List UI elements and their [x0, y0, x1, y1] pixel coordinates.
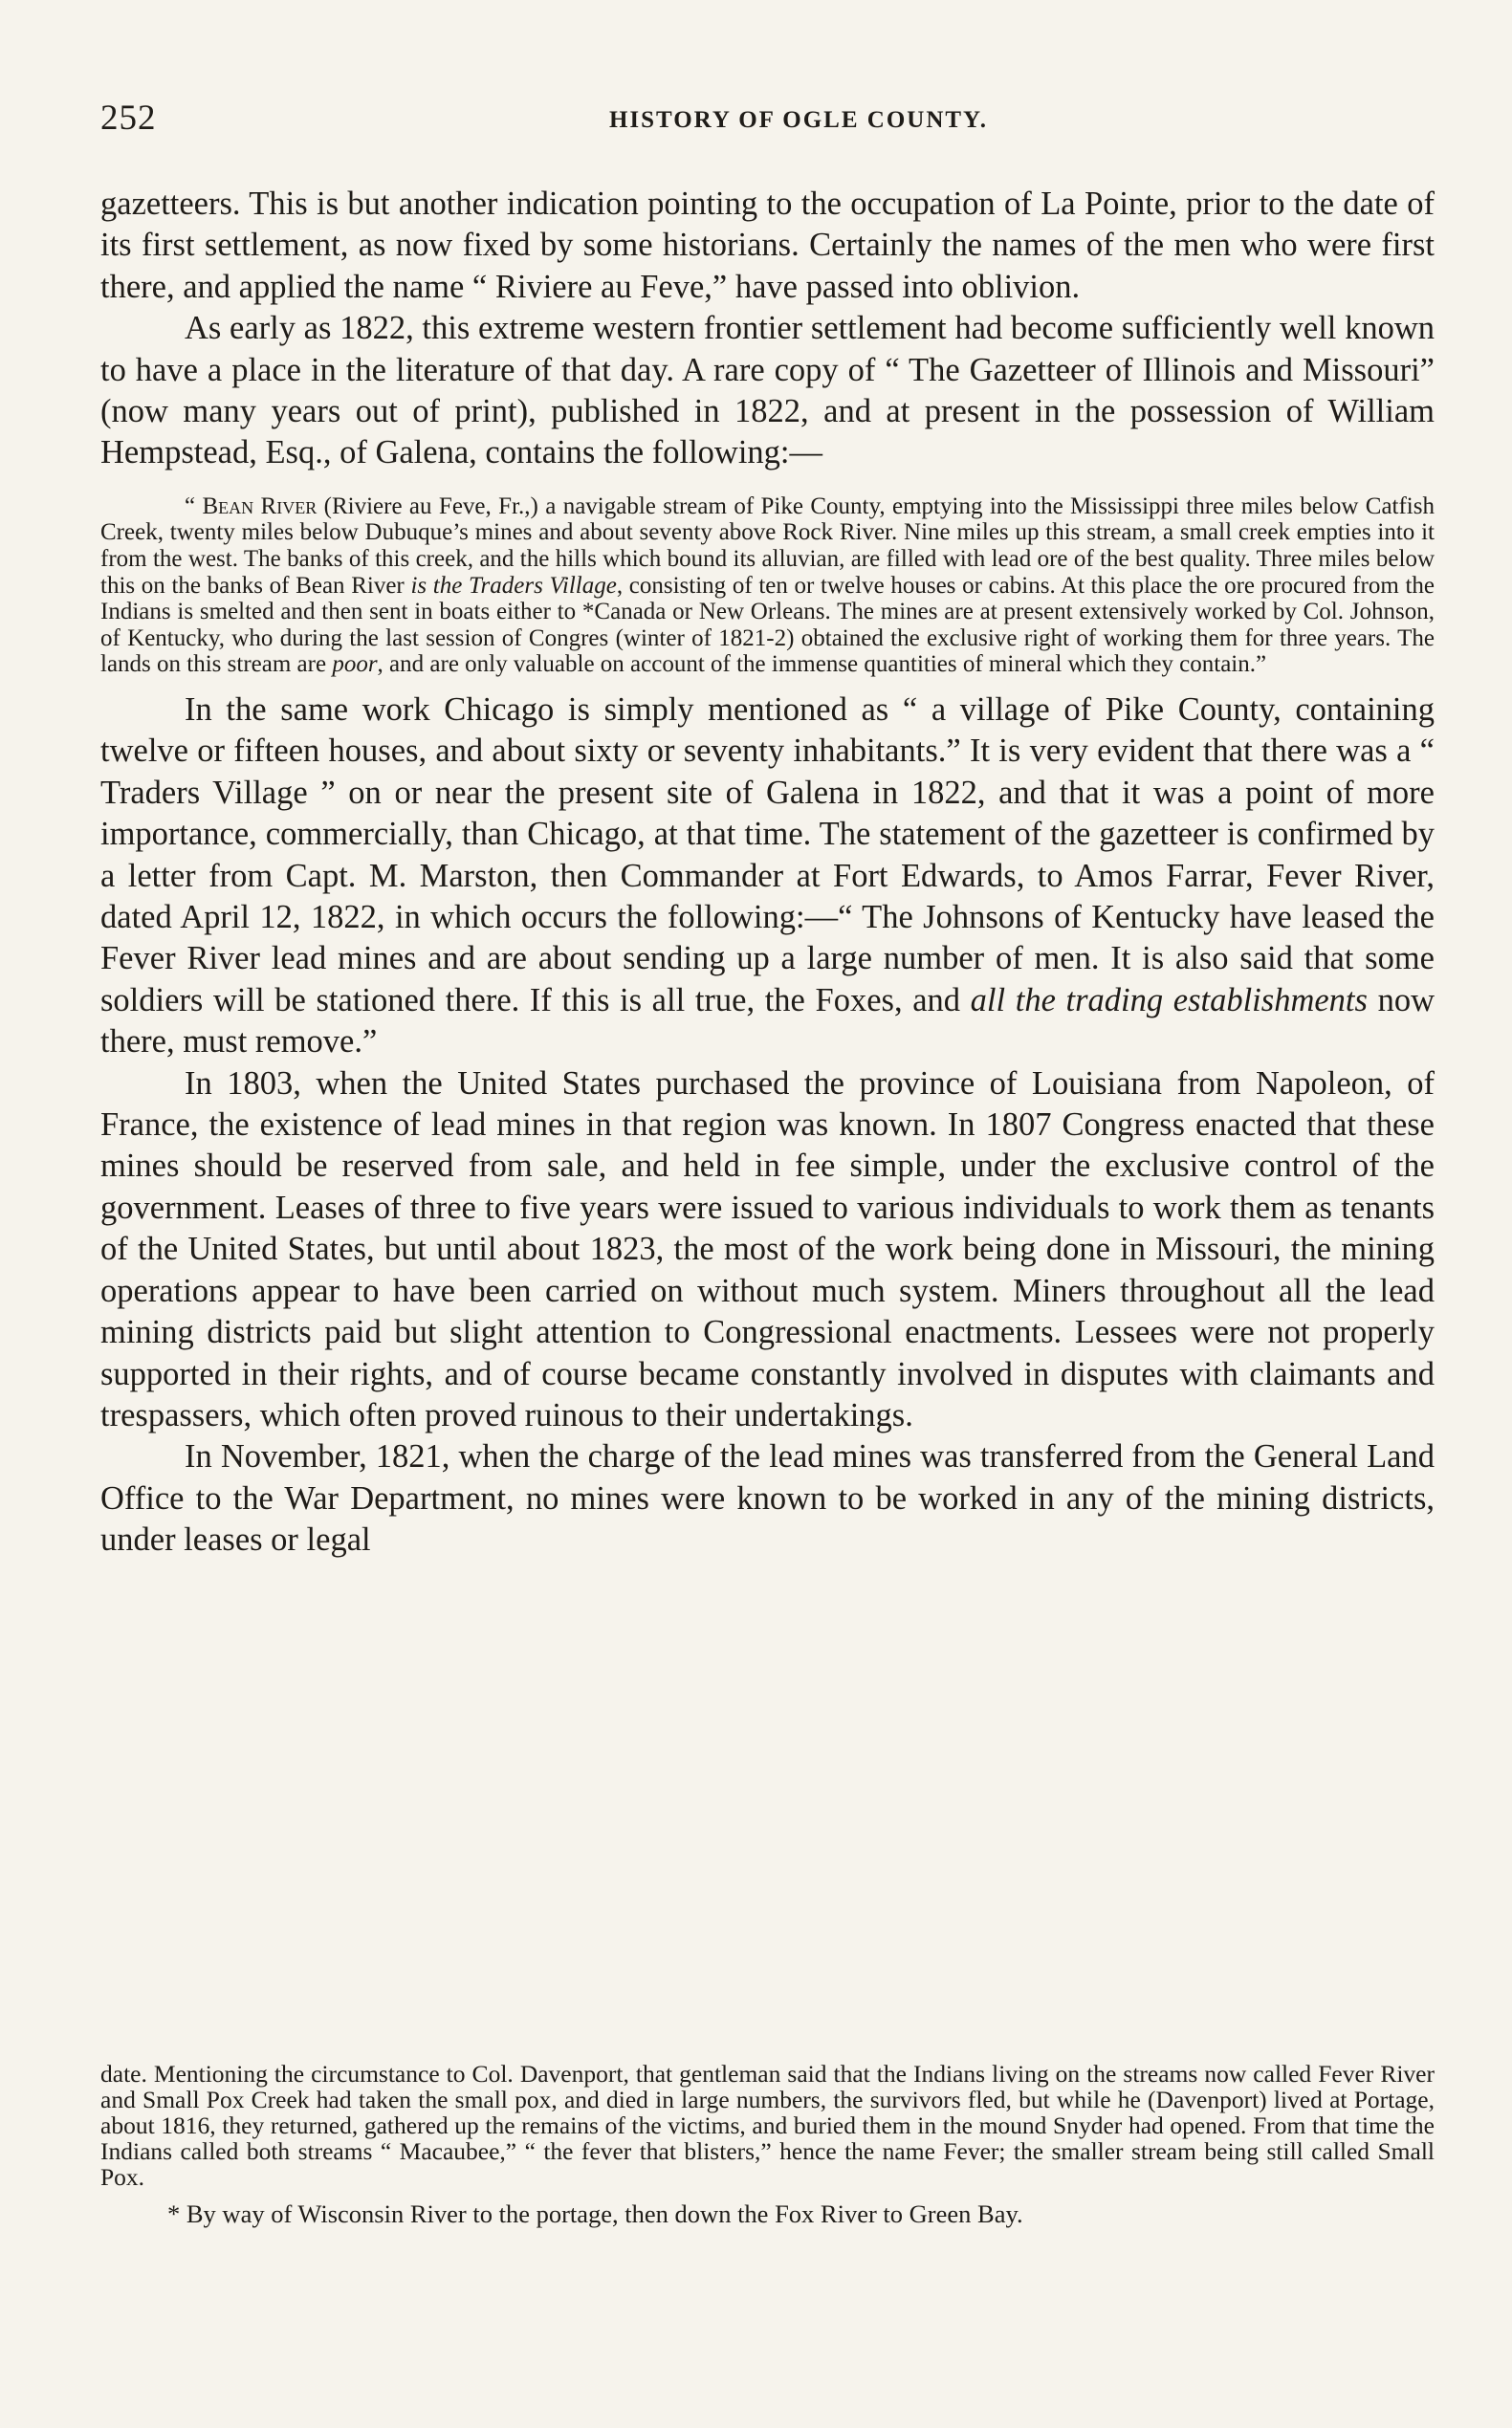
paragraph-1803: In 1803, when the United States purchased the province of Louisiana from Napoleon, of France, the existence of lead mines in that region was known. In 1807 Congress enacted that these mines should be reserved from sale, and held in fee simple, under the exclusive control of the government. Leases of three to five years were issued to various individuals to work them as tenants of the United States, but until about 1823, the most of the work being done in Missouri, the mining operations appear to have been carried on without much system. Miners throughout all the lead mining districts paid but slight attention to Congressional enactments. Lessees were not properly supported in their rights, and of course became constantly involved in disputes with claimants and trespassers, which often proved ruinous to their undertakings. — [100, 1064, 1435, 1433]
paragraph-chicago — [100, 689, 1435, 1063]
quote-italic-poor: poor — [332, 651, 378, 678]
paragraph-chicago-text-a: In the same work Chicago is simply mentioned as “ a village of Pike County, containing twelve or fifteen houses, and about sixty or seventy inhabitants.” It is very evident that there was a “ Traders Village ” on or near the present site of Galena in 1822, and that it was a point of more importance, commercially, than Chicago, at that time. The statement of the gazetteer is confirmed by a letter from Capt. M. Marston, then Commander at Fort Edwards, to Amos Farrar, Fever River, dated April 12, 1822, in which occurs the following:—“ The Johnsons of Kentucky have leased the Fever River lead mines and are about sending up a large number of men. It is also said that some soldiers will be stationed there. If this is all true, the Foxes, and — [100, 691, 1435, 1018]
body-text — [100, 184, 1435, 1562]
page-number: 252 — [100, 98, 157, 138]
quote-text-a: (Riviere au Feve, Fr.,) a navigable stream of Pike County, emptying into the Mississippi three miles below Catfish Creek, twenty miles below Dubuque’s mines and about seventy above Rock River. Nine miles up this stream, a small creek empties into it from the west. The banks of this creek, and the hills which bound its alluvian, are filled with lead ore of the best quality. Three miles below this on the banks of Bean River — [100, 492, 1435, 599]
footnote-continued: date. Mentioning the circumstance to Col. Davenport, that gentleman said that the Indians living on the streams now called Fever River and Small Pox Creek had taken the small pox, and died in large numbers, the survivors fled, but while he (Davenport) lived at Portage, about 1816, they returned, gathered up the remains of the victims, and buried them in the mound Snyder had opened. From that time the Indians called both streams “ Macaubee,” “ the fever that blisters,” hence the name Fever; the smaller stream being still called Small Pox. — [100, 2060, 1435, 2191]
footnotes — [100, 2061, 1435, 2227]
page-header — [100, 98, 1439, 145]
block-quote — [100, 493, 1435, 678]
quote-text-b: , consisting of ten or twelve houses or cabins. At this place the ore procured from the Indians is smelted and then sent in boats either to *Canada or New Orleans. The mines are at present extensively worked by Col. Johnson, of Kentucky, who during the last session of Congres (winter of 1821-2) obtained the exclusive right of working them for three years. The lands on this stream are — [100, 572, 1435, 678]
footnote-asterisk: * By way of Wisconsin River to the portage, then down the Fox River to Green Bay. — [167, 2199, 1023, 2228]
quote-italic-traders-village: is the Traders Village — [410, 572, 617, 599]
quote-headword: Bean River — [202, 492, 318, 519]
paragraph-continued: gazetteers. This is but another indication pointing to the occupation of La Pointe, prior to the date of its first settlement, as now fixed by some historians. Certainly the names of the men who were first there, and applied the name “ Riviere au Feve,” have passed into oblivion. — [100, 186, 1435, 305]
paragraph-1821: In November, 1821, when the charge of the lead mines was transferred from the General Land Office to the War Department, no mines were known to be worked in any of the mining districts, under leases or legal — [100, 1438, 1435, 1559]
paragraph-chicago-text-b: now there, must remove.” — [100, 981, 1435, 1061]
quote-text-c: , and are only valuable on account of the immense quantities of mineral which they contain.” — [377, 651, 1267, 678]
quote-open: “ — [185, 492, 203, 519]
paragraph-gazetteer: As early as 1822, this extreme western frontier settlement had become sufficiently well known to have a place in the literature of that day. A rare copy of “ The Gazetteer of Illinois and Missouri” (now many years out of print), published in 1822, and at present in the possession of William Hempstead, Esq., of Galena, contains the following:— — [100, 310, 1435, 471]
paragraph-chicago-italic: all the trading establishments — [970, 981, 1368, 1018]
running-head: HISTORY OF OGLE COUNTY. — [608, 107, 989, 133]
